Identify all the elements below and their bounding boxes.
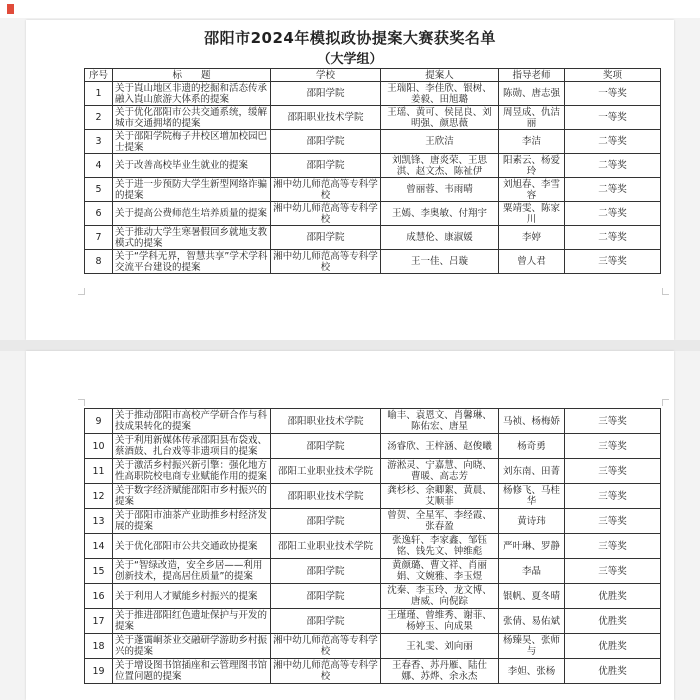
- row-topic: 关于改善高校毕业生就业的提案: [113, 154, 271, 178]
- row-award: 三等奖: [565, 559, 661, 584]
- table-row: [85, 509, 661, 534]
- row-award: 一等奖: [565, 82, 661, 106]
- row-school: 湘中幼儿师范高等专科学校: [271, 634, 381, 659]
- row-number: 16: [85, 584, 113, 609]
- row-topic: 关于利用人才赋能乡村振兴的提案: [113, 584, 271, 609]
- row-teacher: 李妲、张杨: [499, 659, 565, 684]
- table-row: [85, 659, 661, 684]
- row-award: 二等奖: [565, 178, 661, 202]
- row-number: 8: [85, 250, 113, 274]
- row-teacher: 李婷: [499, 226, 565, 250]
- row-people: 曾贺、全星军、李经霞、张春盈: [381, 509, 499, 534]
- row-school: 邵阳工业职业技术学院: [271, 459, 381, 484]
- row-award: 二等奖: [565, 130, 661, 154]
- header-cell-award: 奖项: [565, 69, 661, 82]
- row-number: 18: [85, 634, 113, 659]
- row-teacher: 马祯、杨梅娇: [499, 409, 565, 434]
- row-award: 一等奖: [565, 106, 661, 130]
- row-people: 王一佳、吕璇: [381, 250, 499, 274]
- row-teacher: 粟靖雯、陈家川: [499, 202, 565, 226]
- document-page-1: [26, 20, 674, 340]
- row-people: 王欣洁: [381, 130, 499, 154]
- table-row: [85, 178, 661, 202]
- table-row: [85, 250, 661, 274]
- page-separator: [0, 340, 700, 351]
- row-number: 11: [85, 459, 113, 484]
- row-people: 汤睿欣、王梓涵、赵俊曦: [381, 434, 499, 459]
- row-topic: 关于优化邵阳市公共交通政协提案: [113, 534, 271, 559]
- row-teacher: 黄诗玮: [499, 509, 565, 534]
- row-school: 湘中幼儿师范高等专科学校: [271, 659, 381, 684]
- row-topic: 关于提高公费师范生培养质量的提案: [113, 202, 271, 226]
- crop-mark: [662, 399, 669, 406]
- row-people: 龚杉杉、余卿絮、黄晨、艾顺菲: [381, 484, 499, 509]
- row-number: 10: [85, 434, 113, 459]
- red-marker-icon: [7, 4, 14, 14]
- row-school: 邵阳学院: [271, 434, 381, 459]
- row-people: 王瑞阳、李佳欣、银树、姜毅、田旭璐: [381, 82, 499, 106]
- table-row: [85, 106, 661, 130]
- row-topic: 关于进一步预防大学生新型网络诈骗的提案: [113, 178, 271, 202]
- row-number: 1: [85, 82, 113, 106]
- row-number: 12: [85, 484, 113, 509]
- row-topic: 关于崀山地区非遗的挖掘和活态传承融入崀山旅游大体系的提案: [113, 82, 271, 106]
- row-school: 邵阳学院: [271, 82, 381, 106]
- row-teacher: 阳素云、杨爱玲: [499, 154, 565, 178]
- row-topic: 关于“智绿改造，安全乡居——利用创新技术，提高居住质量”的提案: [113, 559, 271, 584]
- awards-table-continued: [84, 408, 661, 684]
- row-teacher: 刘旭春、李雪容: [499, 178, 565, 202]
- row-topic: 关于利用新媒体传承邵阳县布袋戏、蔡酒鼓、扎台戏等非遗项目的提案: [113, 434, 271, 459]
- table-row: [85, 82, 661, 106]
- row-award: 二等奖: [565, 154, 661, 178]
- row-people: 王嫣、李奥敏、付翔宇: [381, 202, 499, 226]
- row-topic: 关于优化邵阳市公共交通系统，缓解城市交通拥堵的提案: [113, 106, 271, 130]
- row-people: 张逸轩、李家鑫、邹钰铭、钱先文、钟维彪: [381, 534, 499, 559]
- row-people: 王瑾瑾、曾维秀、谢菲、杨婷玉、向成果: [381, 609, 499, 634]
- row-people: 王瑶、黄可、侯昆良、刘明强、颜思薇: [381, 106, 499, 130]
- row-award: 优胜奖: [565, 659, 661, 684]
- row-people: 王礼雯、刘向丽: [381, 634, 499, 659]
- row-topic: 关于推动大学生寒暑假回乡就地支教模式的提案: [113, 226, 271, 250]
- row-school: 湘中幼儿师范高等专科学校: [271, 178, 381, 202]
- row-award: 二等奖: [565, 202, 661, 226]
- row-award: 优胜奖: [565, 584, 661, 609]
- table-row: [85, 634, 661, 659]
- row-teacher: 李晶: [499, 559, 565, 584]
- row-teacher: 陈勋、唐志强: [499, 82, 565, 106]
- row-school: 邵阳学院: [271, 154, 381, 178]
- row-number: 15: [85, 559, 113, 584]
- row-teacher: 张倩、易佑斌: [499, 609, 565, 634]
- row-award: 三等奖: [565, 434, 661, 459]
- row-school: 湘中幼儿师范高等专科学校: [271, 250, 381, 274]
- row-award: 三等奖: [565, 250, 661, 274]
- row-teacher: 银帆、夏冬晴: [499, 584, 565, 609]
- table-row: [85, 559, 661, 584]
- table-row: [85, 130, 661, 154]
- awards-table: [84, 68, 661, 274]
- row-award: 三等奖: [565, 509, 661, 534]
- row-topic: 关于推动邵阳市高校产学研合作与科技成果转化的提案: [113, 409, 271, 434]
- row-topic: 关于激活乡村振兴新引擎：强化地方性高职院校电商专业赋能作用的提案: [113, 459, 271, 484]
- row-topic: 关于邵阳学院梅子井校区增加校园巴士提案: [113, 130, 271, 154]
- row-number: 6: [85, 202, 113, 226]
- row-teacher: 周昱成、仇洁丽: [499, 106, 565, 130]
- row-number: 19: [85, 659, 113, 684]
- row-number: 7: [85, 226, 113, 250]
- row-topic: 关于蓬霭峒茶业交融研学游助乡村振兴的提案: [113, 634, 271, 659]
- row-school: 湘中幼儿师范高等专科学校: [271, 202, 381, 226]
- document-page-2: [26, 351, 674, 700]
- row-school: 邵阳学院: [271, 130, 381, 154]
- row-people: 王春香、苏丹雁、陆仕娜、苏烨、余永杰: [381, 659, 499, 684]
- row-teacher: 杨奇勇: [499, 434, 565, 459]
- table-row: [85, 409, 661, 434]
- header-cell-teacher: 指导老师: [499, 69, 565, 82]
- table-row: [85, 534, 661, 559]
- row-school: 邵阳工业职业技术学院: [271, 534, 381, 559]
- row-topic: 关于邵阳市油茶产业助推乡村经济发展的提案: [113, 509, 271, 534]
- row-award: 二等奖: [565, 226, 661, 250]
- row-number: 17: [85, 609, 113, 634]
- row-number: 2: [85, 106, 113, 130]
- row-number: 3: [85, 130, 113, 154]
- table-row: [85, 609, 661, 634]
- row-school: 邵阳学院: [271, 226, 381, 250]
- header-cell-topic: 标 题: [113, 69, 271, 82]
- row-number: 9: [85, 409, 113, 434]
- row-people: 喻丰、袁恩文、肖馨琳、陈佑宏、唐星: [381, 409, 499, 434]
- table-row: [85, 459, 661, 484]
- table-row: [85, 202, 661, 226]
- top-bar: [0, 0, 700, 18]
- row-number: 13: [85, 509, 113, 534]
- row-school: 邵阳职业技术学院: [271, 409, 381, 434]
- row-school: 邵阳学院: [271, 609, 381, 634]
- row-topic: 关于推进邵阳红色遗址保护与开发的提案: [113, 609, 271, 634]
- row-topic: 关于“学科无界，智慧共享”学术学科交流平台建设的提案: [113, 250, 271, 274]
- row-award: 三等奖: [565, 534, 661, 559]
- row-award: 三等奖: [565, 409, 661, 434]
- row-teacher: 李洁: [499, 130, 565, 154]
- header-cell-people: 提案人: [381, 69, 499, 82]
- row-teacher: 曾人君: [499, 250, 565, 274]
- table-row: [85, 584, 661, 609]
- row-school: 邵阳学院: [271, 584, 381, 609]
- row-topic: 关于增设图书馆插座和云管理图书馆位置问题的提案: [113, 659, 271, 684]
- header-cell-no: 序号: [85, 69, 113, 82]
- table-row: [85, 434, 661, 459]
- row-people: 成慧伦、康淑媛: [381, 226, 499, 250]
- row-award: 优胜奖: [565, 609, 661, 634]
- header-cell-school: 学校: [271, 69, 381, 82]
- table-row: [85, 226, 661, 250]
- row-teacher: 杨臻昊、张师与: [499, 634, 565, 659]
- row-topic: 关于数字经济赋能邵阳市乡村振兴的提案: [113, 484, 271, 509]
- row-number: 5: [85, 178, 113, 202]
- crop-mark: [662, 288, 669, 295]
- row-award: 三等奖: [565, 459, 661, 484]
- row-award: 优胜奖: [565, 634, 661, 659]
- row-people: 沈秦、李玉玲、龙文博、唐威、向倪踪: [381, 584, 499, 609]
- row-teacher: 严叶琳、罗静: [499, 534, 565, 559]
- row-school: 邵阳学院: [271, 509, 381, 534]
- row-people: 黄颜璐、曹文祥、肖丽娟、文婉雅、李玉煜: [381, 559, 499, 584]
- row-school: 邵阳职业技术学院: [271, 106, 381, 130]
- document-subtitle: （大学组）: [317, 52, 383, 67]
- row-school: 邵阳学院: [271, 559, 381, 584]
- row-people: 曾丽蓉、韦雨晴: [381, 178, 499, 202]
- row-teacher: 刘东南、田菁: [499, 459, 565, 484]
- row-number: 4: [85, 154, 113, 178]
- row-people: 游淞灵、宁嘉慧、向晓、曹暖、高志芳: [381, 459, 499, 484]
- row-number: 14: [85, 534, 113, 559]
- table-header-row: [85, 69, 661, 82]
- row-school: 邵阳职业技术学院: [271, 484, 381, 509]
- crop-mark: [78, 399, 85, 406]
- row-teacher: 杨修飞、马桂华: [499, 484, 565, 509]
- crop-mark: [78, 288, 85, 295]
- row-people: 刘凯锋、唐炎荣、王思淇、赵文杰、陈祉伊: [381, 154, 499, 178]
- document-title: 邵阳市2024年模拟政协提案大赛获奖名单: [204, 29, 496, 47]
- table-row: [85, 484, 661, 509]
- table-row: [85, 154, 661, 178]
- row-award: 三等奖: [565, 484, 661, 509]
